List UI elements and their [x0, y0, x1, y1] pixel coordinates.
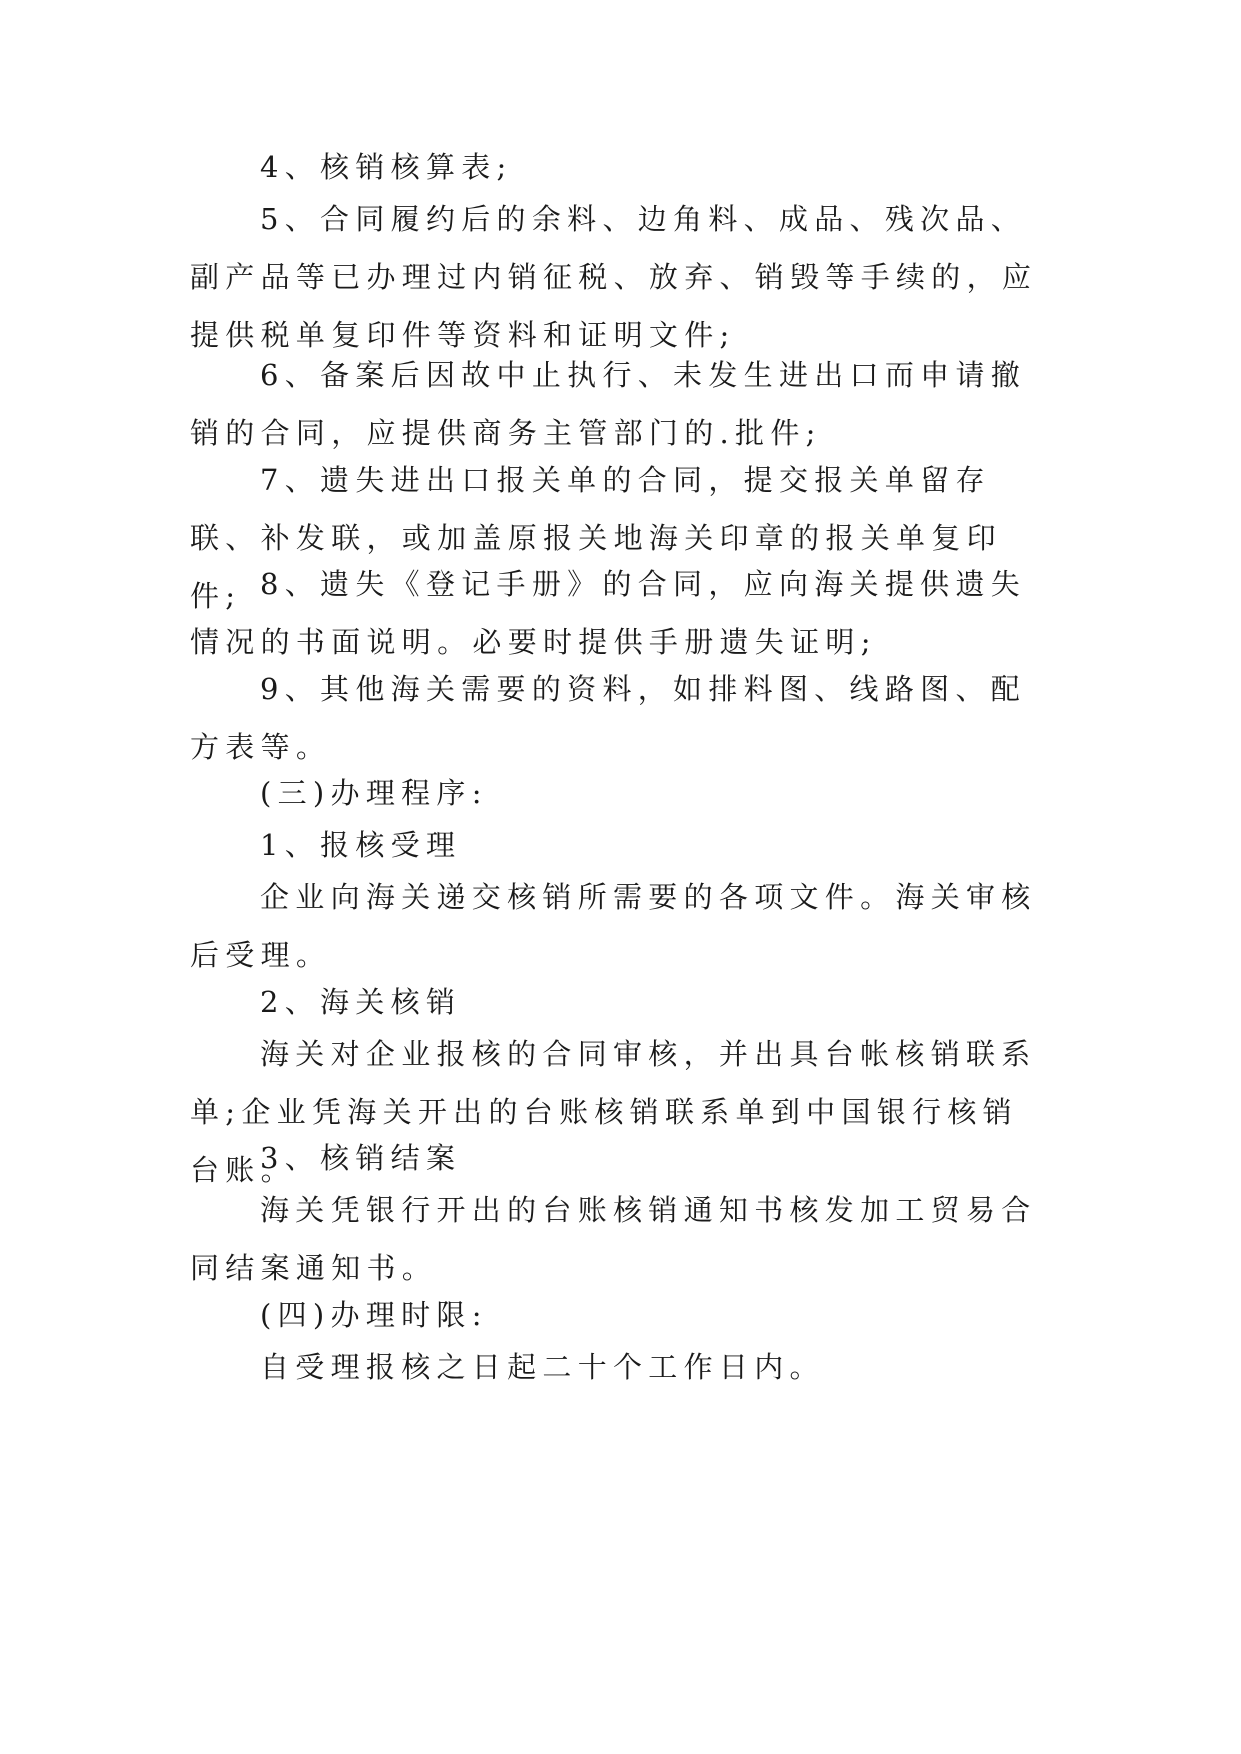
step-heading-accept: 1、报核受理 — [260, 828, 462, 862]
step-heading-close: 3、核销结案 — [260, 1141, 462, 1175]
paragraph-step-accept: 企业向海关递交核销所需要的各项文件。海关审核后受理。 — [190, 880, 1037, 972]
section-heading-time-limit: (四)办理时限: — [260, 1298, 488, 1332]
paragraph-item-9: 9、其他海关需要的资料，如排料图、线路图、配方表等。 — [190, 672, 1027, 764]
paragraph-step-verify: 海关对企业报核的合同审核，并出具台帐核销联系单;企业凭海关开出的台账核销联系单到中国银行核销台账。 — [190, 1037, 1037, 1187]
paragraph-item-8: 8、遗失《登记手册》的合同，应向海关提供遗失情况的书面说明。必要时提供手册遗失证明; — [190, 567, 1027, 659]
paragraph-time-limit: 自受理报核之日起二十个工作日内。 — [260, 1350, 825, 1384]
paragraph-step-close: 海关凭银行开出的台账核销通知书核发加工贸易合同结案通知书。 — [190, 1193, 1037, 1285]
step-heading-verify: 2、海关核销 — [260, 985, 462, 1019]
paragraph-item-5: 5、合同履约后的余料、边角料、成品、残次品、副产品等已办理过内销征税、放弃、销毁等手续的，应提供税单复印件等资料和证明文件; — [190, 202, 1038, 352]
section-heading-procedure: (三)办理程序: — [260, 776, 488, 810]
paragraph-item-6: 6、备案后因故中止执行、未发生进出口而申请撤销的合同，应提供商务主管部门的.批件; — [190, 358, 1027, 450]
paragraph-item-7: 7、遗失进出口报关单的合同，提交报关单留存联、补发联，或加盖原报关地海关印章的报关单复印件; — [190, 463, 1002, 613]
paragraph-item-4: 4、核销核算表; — [260, 150, 513, 184]
